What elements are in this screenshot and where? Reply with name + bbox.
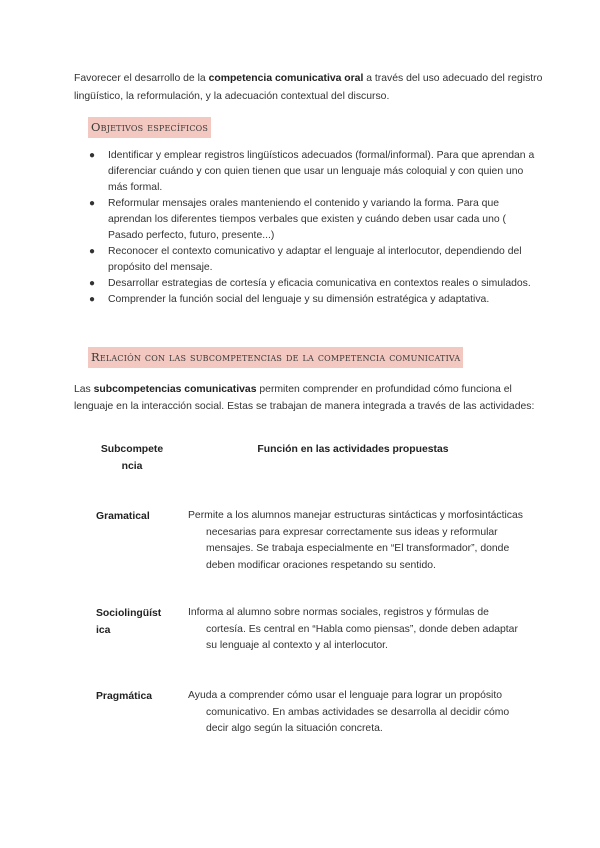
bullet-dot-icon: ● (89, 246, 96, 257)
heading-objetivos: Objetivos específicos (88, 117, 211, 138)
bullet-dot-icon: ● (89, 198, 96, 209)
heading-relacion: Relación con las subcompetencias de la competencia comunicativa (88, 347, 463, 368)
list-item (88, 244, 538, 276)
subcompetencias-paragraph (74, 381, 544, 415)
list-item-text: Desarrollar estrategias de cortesía y eficacia comunicativa en contextos reales o simulados. (108, 278, 531, 289)
list-item-text: Comprender la función social del lenguaje y su dimensión estratégica y adaptativa. (108, 294, 490, 305)
table-cell-text: Ayuda a comprender cómo usar el lenguaje para lograr un propósito comunicativo. En ambas actividades se desarrolla al decidir cómo decir algo según la situación concreta. (188, 690, 510, 734)
table-header-subcompetencia: Subcompetencia (100, 444, 164, 472)
list-item-text: Reconocer el contexto comunicativo y adaptar el lenguaje al interlocutor, dependiendo del propósito del mensaje. (108, 246, 522, 273)
table-header-funcion: Función en las actividades propuestas (257, 444, 449, 455)
list-item (88, 148, 538, 196)
objectives-list (88, 148, 538, 308)
table-row-name: Gramatical (96, 511, 150, 522)
table-row-name: Sociolingüística (96, 608, 162, 636)
para-text-start: Las (74, 384, 94, 395)
bullet-dot-icon: ● (89, 150, 96, 161)
intro-text-end: a través del uso adecuado del registro lingüístico, la reformulación, y la adecuación contextual del discurso. (74, 73, 543, 102)
table-row-name: Pragmática (96, 691, 153, 702)
table-cell-text: Informa al alumno sobre normas sociales, registros y fórmulas de cortesía. Es central en “Habla como piensas”, donde deben adaptar su lenguaje al contexto y al interlocutor. (188, 607, 518, 651)
list-item (88, 196, 538, 244)
intro-text-start: Favorecer el desarrollo de la (74, 73, 209, 84)
table-row-text (188, 508, 528, 574)
para-bold-term: subcompetencias comunicativas (93, 384, 257, 395)
table-cell-text: Permite a los alumnos manejar estructuras sintácticas y morfosintácticas necesarias para expresar correctamente sus ideas y reformular mensajes. Se trabaja especialmente en “El transformador”, donde deben modificar oraciones respetando su sentido. (188, 510, 523, 571)
list-item-text: Identificar y emplear registros lingüísticos adecuados (formal/informal). Para que aprendan a diferenciar cuándo y con quien tienen que usar un lenguaje más coloquial y con quien uno más formal. (108, 150, 535, 193)
table-row-text (188, 605, 528, 655)
table-row-text (188, 688, 528, 738)
bullet-dot-icon: ● (89, 294, 96, 305)
list-item-text: Reformular mensajes orales manteniendo el contenido y variando la forma. Para que aprendan los diferentes tiempos verbales que existen y cuándo deben usar cada uno ( Pasado perfecto, futuro, presente...) (108, 198, 506, 241)
intro-paragraph (74, 70, 544, 106)
intro-bold-term: competencia comunicativa oral (208, 73, 364, 84)
para-text-end: permiten comprender en profundidad cómo funciona el lenguaje en la interacción social. Estas se trabajan de manera integrada a través de las actividades: (74, 384, 535, 412)
list-item (88, 276, 538, 292)
list-item (88, 292, 538, 308)
bullet-dot-icon: ● (89, 278, 96, 289)
